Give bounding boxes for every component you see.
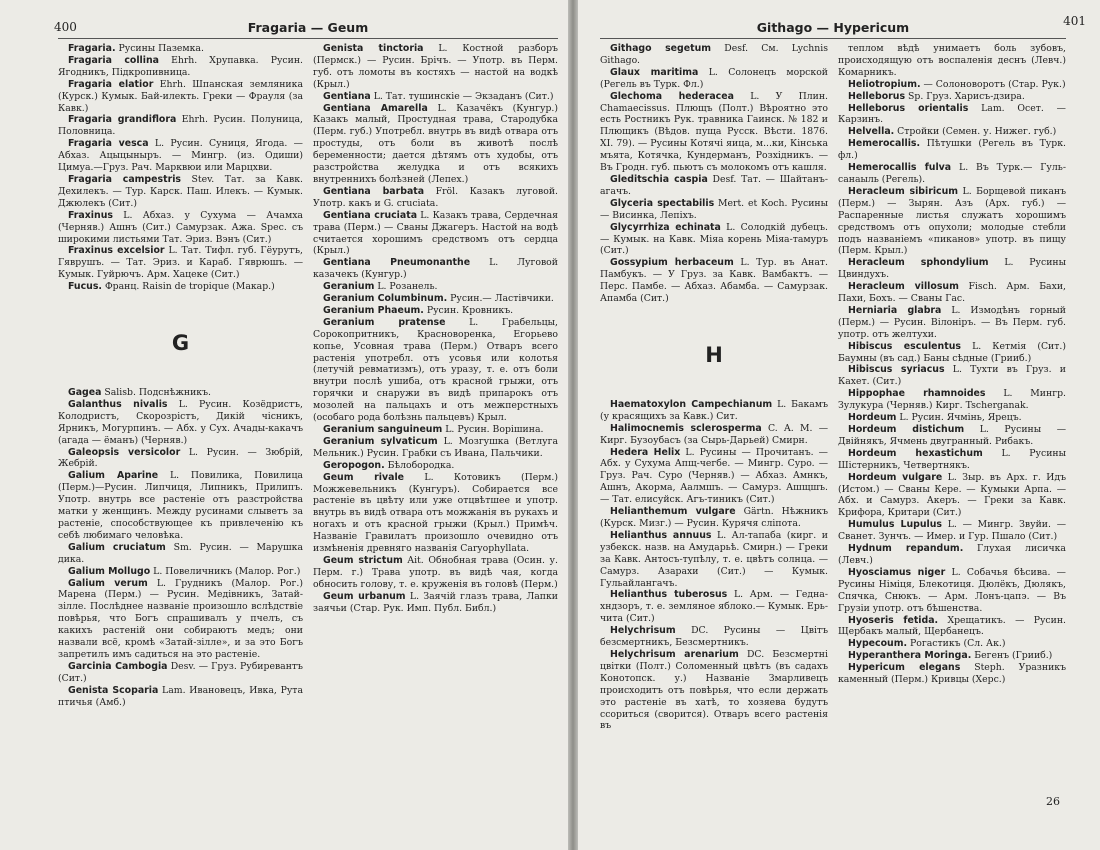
entry-list: [600, 43, 828, 305]
entry-headword: Gentiana Amarella: [323, 102, 428, 114]
entry-headword: Fragaria elatior: [68, 78, 154, 90]
entry-headword: Glechoma hederacea: [610, 90, 734, 102]
dictionary-entry: [600, 589, 828, 625]
entry-headword: Geum strictum: [323, 554, 403, 566]
entry-headword: Geranium: [323, 281, 375, 293]
entry-text: L. Повеличникъ (Малор. Рог.): [153, 565, 301, 577]
entry-text: Бегенъ (Грииб.): [974, 650, 1053, 662]
dictionary-entry: [838, 615, 1066, 639]
dictionary-entry: [838, 388, 1066, 412]
dictionary-entry: [313, 460, 558, 472]
section-letter: H: [705, 342, 723, 367]
entry-text: Пѣтушки (Регель въ Турк. фл.): [838, 138, 1066, 162]
column-2: [313, 43, 558, 709]
entry-text: Франц. Raisin de tropique (Макар.): [104, 281, 275, 293]
dictionary-entry: [58, 661, 303, 685]
dictionary-entry: [838, 79, 1066, 91]
dictionary-entry: [838, 43, 1066, 79]
dictionary-entry: [58, 399, 303, 447]
entry-text: Salisb. Подснѣжникъ.: [104, 387, 211, 399]
entry-headword: Hemerocallis.: [848, 138, 921, 150]
entry-text: L. Кетмія (Сит.) Баумны (въ сад.) Баны сѣдные (Грииб.): [838, 340, 1066, 364]
entry-text: L. Повилика, Повилица (Перм.)—Русин. Липчиця, Липникъ, Прилипъ. Употр. внутрь все растеніе отъ разстройства матки у женщинъ. Между русинами слыветъ за растеніе, способствующее къ привлеченію къ себѣ любимаго человѣка.: [58, 470, 303, 541]
column-1: [58, 43, 303, 709]
dictionary-entry: [838, 519, 1066, 543]
dictionary-entry: [313, 91, 558, 103]
entry-headword: Galium verum: [68, 577, 148, 589]
entry-text: L. Ал-тапаба (кирг. и узбекск. назв. на Амударьѣ. Смирн.) — Греки за Кавк. Антосъ-тупѣлу, т. е. цвѣтъ солнца. — Самурз. Азарахи (Сит.) — Кумык. Гульайлангачъ.: [600, 529, 828, 589]
dictionary-entry: [838, 662, 1066, 686]
entry-text: Русины Паземка.: [118, 43, 204, 54]
entry-text: — Солоноворотъ (Стар. Рук.): [923, 78, 1066, 90]
dictionary-entry: [58, 43, 303, 55]
entry-headword: Helvella.: [848, 126, 895, 138]
entry-text: Desf. Тат. — Шайтанъ-агачъ.: [600, 173, 828, 197]
dictionary-entry: [313, 257, 558, 281]
dictionary-entry: [838, 424, 1066, 448]
entry-headword: Hordeum vulgare: [848, 471, 943, 483]
dictionary-entry: [838, 138, 1066, 162]
entry-headword: Humulus Lupulus: [848, 519, 942, 531]
entry-headword: Helianthemum vulgare: [610, 506, 736, 518]
columns: [600, 43, 1066, 732]
dictionary-entry: [600, 530, 828, 590]
entry-text: L. Русин. Ячмінь, Ярецъ.: [899, 412, 1022, 424]
entry-text: L. Тур. въ Анат. Памбукъ. — У Груз. за Кавк. Вамбактъ. — Перс. Памбе. — Абхаз. Абамба. — Самурзак. Апамба (Сит.): [600, 257, 828, 305]
entry-headword: Fragaria collina: [68, 54, 159, 66]
dictionary-entry: [313, 591, 558, 615]
entry-text: Steph. Уразникъ каменный (Перм.) Кривцы (Херс.): [838, 662, 1066, 686]
entry-text: L. Русин. Суниця, Ягода. — Абхаз. Ацыцыныръ. — Мингр. (из. Одиши) Цимуа.—Груз. Рач. Марквюи или Марцхви.: [58, 138, 303, 174]
entry-list: [838, 43, 1066, 686]
dictionary-entry: [58, 470, 303, 541]
dictionary-entry: [58, 447, 303, 471]
entry-headword: Galium cruciatum: [68, 541, 166, 553]
entry-headword: Heracleum sibiricum: [848, 185, 959, 197]
entry-text: L. Русины — Прочитанъ. — Абх. у Сухума Апщ-чегбе. — Мингр. Сурo. — Груз. Рач. Суро (Черняв.) — Абхаз. Амнкъ, Ашнъ, Акорма, Аалмшъ. — Самурз. Ашщшъ. — Тат. елисуйск. Агъ-тиникъ (Сит.): [600, 446, 828, 506]
entry-text: L. Заячій глазъ трава, Лапки заячьи (Стар. Рук. Имп. Публ. Библ.): [313, 590, 558, 614]
dictionary-entry: [838, 103, 1066, 127]
dictionary-entry: [58, 210, 303, 246]
entry-headword: Helianthus tuberosus: [610, 589, 728, 601]
entry-text: L. У Плин. Chamaecissus. Плющъ (Полт.) Вѣроятно это есть Ростникъ Рук. травника Гаинск. № 182 и Плющикъ (Вѣдов. пуща Русск. Вѣсти. 1876. XI. 79). — Русины Котячі яица, м...ки, Кінська мъята, Котячка, Кундерманъ, Розхідникъ. — Въ Гродн. губ. пьютъ съ молокомъ отъ кашля.: [600, 90, 828, 174]
entry-text: Бѣлобородка.: [387, 459, 455, 471]
entry-headword: Geranium sylvaticum: [323, 435, 438, 447]
dictionary-entry: [600, 649, 828, 732]
entry-headword: Galanthus nivalis: [68, 398, 168, 410]
entry-headword: Hyoseris fetida.: [848, 614, 939, 626]
dictionary-entry: [58, 387, 303, 399]
entry-headword: Githago segetum: [610, 43, 712, 54]
entry-text: L. Тухти въ Груз. и Кахет. (Сит.): [838, 364, 1066, 388]
dictionary-entry: [838, 543, 1066, 567]
dictionary-entry: [313, 305, 558, 317]
entry-text: Fröl. Казакъ луговой. Употр. какъ и G. cruciata.: [313, 185, 558, 209]
entry-text: L. Арм. — Гедна-хндзоръ, т. е. земляное яблоко.— Кумык. Ерь-чита (Сит.): [600, 589, 828, 625]
entry-text: L. Въ Турк.— Гуль-санаыль (Регель).: [838, 162, 1066, 185]
dictionary-entry: [58, 114, 303, 138]
entry-headword: Hedera Helix: [610, 446, 681, 458]
dictionary-entry: [600, 67, 828, 91]
entry-text: Mert. et Koch. Русины — Висинка, Лепіхъ.: [600, 197, 828, 221]
entry-text: L. Бакамъ (у красящихъ за Кавк.) Сит.: [600, 398, 828, 422]
dictionary-entry: [838, 162, 1066, 186]
dictionary-entry: [600, 506, 828, 530]
entry-list: [58, 387, 303, 708]
entry-text: L. Казачёкъ (Кунгур.) Казакъ малый, Простудная трава, Стародубка (Перм. губ.) Употребл. внутрь въ видѣ отвара отъ простуды, отъ боли въ животѣ послѣ беременности; дается дѣтямъ отъ худобы, отъ разстройства желудка и отъ всякихъ внутреннихъ болѣзней (Лепех.): [313, 102, 558, 185]
entry-text: Desv. — Груз. Рубиревантъ (Сит.): [58, 660, 303, 684]
dictionary-entry: [838, 91, 1066, 103]
entry-text: L. Собачья бѣсива. — Русины Німіця, Блекотиця. Дюлёкъ, Дюлякъ, Спячка, Снюкъ. — Арм. Лонъ-цапэ. — Въ Грузіи употр. отъ бѣшенства.: [838, 566, 1066, 614]
entry-headword: Genista Scoparia: [68, 684, 159, 696]
entry-list: [600, 399, 828, 732]
dictionary-entry: [58, 79, 303, 115]
entry-text: Ehrh. Хрупавка. Русин. Ягодникъ, Підкропивница.: [58, 54, 303, 78]
entry-headword: Garcinia Cambogia: [68, 660, 168, 672]
entry-headword: Fragaria campestris: [68, 173, 181, 185]
entry-text: Стройки (Семен. у. Нижег. губ.): [897, 126, 1057, 138]
dictionary-entry: [58, 281, 303, 293]
entry-headword: Hibiscus syriacus: [848, 364, 945, 376]
entry-text: Gärtn. Нѣжникъ (Курск. Мизг.) — Русин. Курячя сліпота.: [600, 506, 828, 529]
dictionary-entry: [313, 293, 558, 305]
entry-text: L. Русин. — Зюбрій, Жебрій.: [58, 446, 303, 470]
entry-headword: Hippophae rhamnoides: [848, 388, 986, 400]
entry-text: Русин.— Ластівчики.: [450, 293, 554, 305]
entry-headword: Geropogon.: [323, 459, 385, 471]
entry-headword: Glaux maritima: [610, 66, 699, 78]
entry-headword: Hydnum repandum.: [848, 543, 964, 555]
entry-headword: Helleborus orientalis: [848, 102, 969, 114]
dictionary-entry: [600, 423, 828, 447]
entry-headword: Hordeum hexastichum: [848, 447, 983, 459]
entry-headword: Heracleum villosum: [848, 281, 959, 293]
signature-number: 26: [1046, 795, 1060, 808]
dictionary-entry: [600, 43, 828, 67]
entry-text: L. Русины — Двійнякъ, Ячмень двугранный. Рибакъ.: [838, 424, 1066, 447]
entry-text: L. Русины Цвиндухъ.: [838, 257, 1067, 281]
dictionary-entry: [838, 638, 1066, 650]
entry-headword: Gentiana: [323, 90, 371, 102]
entry-text: DC. Безсмертні цвітки (Полт.) Соломенный цвѣтъ (въ садахъ Конотопск. у.) Названіе Змарливецъ происходитъ отъ повѣрья, что если держать это растеніе въ хатѣ, то хозяева будутъ ссориться (сворится). Отваръ всего растенія въ: [600, 648, 828, 732]
dictionary-entry: [600, 91, 828, 174]
entry-text: L. Русины Шістерникъ, Четвертнякъ.: [838, 447, 1066, 471]
entry-text: L. Розанель.: [377, 281, 438, 293]
dictionary-entry: [600, 198, 828, 222]
dictionary-entry: [600, 222, 828, 258]
entry-text: L. Солодкій дубецъ. — Кумык. на Кавк. Міяа корень Міяа-тамуръ (Сит.): [600, 221, 828, 257]
running-head: [600, 14, 1086, 39]
entry-text: L. — Мингр. Звуйи. — Сванет. Зунчъ. — Имер. и Гур. Пшало (Сит.): [838, 519, 1066, 543]
entry-text: Глухая лисичка (Левч.): [838, 543, 1066, 566]
entry-text: C. A. M. — Кирг. Бузоубасъ (за Сырь-Дарьей) Смирн.: [600, 422, 828, 446]
dictionary-entry: [313, 424, 558, 436]
entry-headword: Galium Aparine: [68, 470, 159, 482]
dictionary-entry: [58, 685, 303, 709]
entry-headword: Heracleum sphondylium: [848, 257, 989, 269]
column-2: [838, 43, 1066, 732]
entry-headword: Helychrisum arenarium: [610, 648, 739, 660]
dictionary-entry: [313, 436, 558, 460]
entry-text: Ehrh. Шпанская земляника (Курск.) Кумык. Бай-илекть. Греки — Фрауля (за Кавк.): [58, 78, 303, 114]
page-number: 401: [1063, 14, 1086, 28]
column-1: [600, 43, 828, 732]
page-number: 400: [54, 20, 77, 34]
running-head-title: Fragaria — Geum: [247, 20, 369, 35]
entry-headword: Genista tinctoria: [323, 43, 424, 54]
entry-text: Desf. См. Lychnis Githago.: [600, 43, 828, 66]
entry-headword: Helianthus annuus: [610, 529, 712, 541]
entry-text: L. Тат. Тифл. губ. Гёурутъ, Гяврушъ. — Тат. Эриз. и Караб. Гяврюшъ. — Кумык. Гуйрючъ. Арм. Хацеке (Сит.): [58, 245, 303, 281]
entry-headword: Hemerocallis fulva: [848, 162, 952, 174]
entry-text: L. Грудникъ (Малор. Рог.) Марена (Перм.) — Русин. Медівникъ, Затай-зілле. Послѣднее названіе произошло вслѣдствіе повѣрья, что Богъ спрашивалъ у пчелъ, съ какихъ растеній они собираютъ медъ; они назвали всё, кромѣ «Затай-зілле», и за это Богъ запретилъ имъ садиться на это растеніе.: [58, 577, 303, 660]
dictionary-entry: [838, 281, 1066, 305]
entry-text: Lam. Осет. — Карзинъ.: [838, 102, 1066, 126]
dictionary-entry: [313, 555, 558, 591]
entry-headword: Gentiana barbata: [323, 185, 425, 197]
dictionary-entry: [313, 186, 558, 210]
entry-headword: Gentiana cruciata: [323, 209, 418, 221]
entry-text: L. Грабельцы, Сорокопритникъ, Красноворенка, Егорьево копье, Усовная трава (Перм.) Отваръ всего растенія употребл. отъ усовья или колотья (летучій ревматизмъ), отъ уразу, т. е. отъ боли внутри послѣ ушиба, отъ красной грыжи, отъ горячки и снаружи въ видѣ припарокъ отъ мозолей на пальцахъ и отъ межперстныхъ (особаго рода болѣзнь пальцевъ) Крыл.: [313, 316, 558, 424]
entry-text: Хрещатикъ. — Русин. Щербакъ малый, Щербанецъ.: [838, 614, 1066, 638]
entry-text: DC. Русины — Цвітъ безсмертникъ, Безсмертникъ.: [600, 625, 828, 649]
entry-list: [58, 43, 303, 293]
entry-text: L. Казакъ трава, Сердечная трава (Перм.) — Сваны Джагеръ. Настой на водѣ считается хорошимъ средствомъ отъ сердца (Крыл.): [313, 209, 558, 257]
entry-headword: Hordeum distichum: [848, 424, 965, 435]
running-head-title: Githago — Hypericum: [756, 20, 910, 35]
entry-headword: Hypecoum.: [848, 638, 908, 650]
entry-text: Sm. Русин. — Марушка дика.: [58, 541, 303, 565]
entry-headword: Fragaria grandiflora: [68, 114, 177, 126]
dictionary-entry: [600, 447, 828, 507]
entry-headword: Fraxinus: [68, 209, 113, 221]
dictionary-entry: [58, 174, 303, 210]
running-head: [54, 18, 558, 39]
entry-headword: Heliotropium.: [848, 78, 921, 90]
dictionary-entry: [58, 566, 303, 578]
entry-text: Lam. Ивановецъ, Ивка, Рута птичья (Амб.): [58, 684, 303, 708]
entry-text: теплом вѣдѣ унимаетъ боль зубовъ, происходящую отъ воспаленія деснъ (Левч.) Комарникъ.: [838, 43, 1066, 78]
entry-headword: Herniaria glabra: [848, 304, 942, 316]
entry-headword: Fucus.: [68, 281, 102, 293]
dictionary-entry: [58, 542, 303, 566]
dictionary-entry: [838, 305, 1066, 341]
entry-text: Ehrh. Русин. Полуница, Половница.: [58, 114, 303, 138]
dictionary-entry: [313, 43, 558, 91]
entry-headword: Glycyrrhiza echinata: [610, 221, 721, 233]
entry-headword: Geum urbanum: [323, 590, 406, 602]
entry-headword: Geranium Phaeum.: [323, 304, 424, 316]
dictionary-entry: [58, 578, 303, 661]
entry-headword: Gossypium herbaceum: [610, 257, 734, 269]
entry-text: L. Солонецъ морской (Регель въ Турк. Фл.): [600, 66, 828, 90]
dictionary-entry: [58, 55, 303, 79]
entry-text: L. Измодѣнъ горный (Перм.) — Русин. Вілоніръ. — Въ Перм. губ. употр. отъ желтухи.: [838, 304, 1066, 340]
dictionary-entry: [313, 472, 558, 555]
entry-headword: Hibiscus esculentus: [848, 340, 961, 352]
entry-text: L. Тат. тушинскіе — Экзаданъ (Сит.): [373, 90, 554, 102]
entry-headword: Hordeum: [848, 412, 897, 424]
entry-text: L. Мингр. Зулукура (Черняв.) Кирг. Tscherganak.: [838, 388, 1066, 412]
dictionary-entry: [313, 317, 558, 424]
entry-headword: Hyperanthera Moringa.: [848, 650, 972, 662]
entry-headword: Galeopsis versicolor: [68, 446, 181, 458]
entry-text: L. Зыр. въ Арх. г. Идъ (Истом.) — Сваны Кере. — Кумыки Арпа. — Абх. и Самурз. Акеръ. — Греки за Кавк. Крифора, Критари (Сит.): [838, 471, 1066, 519]
entry-text: Русин. Кровникъ.: [426, 304, 514, 316]
columns: [58, 43, 558, 709]
dictionary-entry: [838, 257, 1066, 281]
entry-headword: Fragaria.: [68, 43, 116, 54]
entry-headword: Haematoxylon Campechianum: [610, 398, 773, 410]
entry-headword: Helleborus: [848, 90, 906, 102]
entry-text: L. Луговой казачекъ (Кунгур.): [313, 257, 558, 281]
entry-headword: Geranium sanguineum: [323, 424, 443, 435]
entry-headword: Gleditschia caspia: [610, 173, 708, 185]
entry-text: Stev. Тат. за Кавк. Дехилекъ. — Тур. Карск. Паш. Илекъ. — Кумык. Джюлекъ (Сит.): [58, 173, 303, 209]
dictionary-entry: [838, 126, 1066, 138]
entry-text: L. Русин. Ворішина.: [445, 424, 544, 435]
dictionary-entry: [313, 281, 558, 293]
entry-text: Ait. Обнобная трава (Осин. у. Перм. г.) Трава употр. въ видѣ чая, когда обносить голову, т. е. круженія въ головѣ (Перм.): [313, 554, 558, 590]
entry-headword: Helychrisum: [610, 625, 676, 637]
entry-headword: Gentiana Pneumonanthe: [323, 257, 471, 269]
entry-text: L. Костной разборъ (Пермск.) — Русин. Брічъ. — Употр. въ Перм. губ. отъ ломоты въ костяхъ — настой на водкѣ (Крыл.): [313, 43, 558, 90]
entry-text: L. Русин. Козёдристъ, Колодристъ, Скорозрістъ, Дикій чісникъ, Ярникъ, Могурпинъ. — Абх. у Сух. Ачады-какачъ (агада — ёманъ) (Черняв.): [58, 398, 303, 446]
entry-text: Sp. Груз. Харисъ-дзира.: [908, 90, 1025, 102]
section-letter: G: [171, 331, 190, 356]
dictionary-entry: [600, 625, 828, 649]
entry-headword: Fragaria vesca: [68, 138, 149, 150]
entry-headword: Glyceria spectabilis: [610, 197, 715, 209]
dictionary-entry: [313, 103, 558, 186]
entry-headword: Galium Mollugo: [68, 565, 151, 577]
dictionary-entry: [838, 650, 1066, 662]
dictionary-entry: [838, 567, 1066, 615]
entry-headword: Geranium Columbinum.: [323, 293, 448, 305]
entry-headword: Gagea: [68, 387, 102, 399]
dictionary-entry: [838, 412, 1066, 424]
book-gutter: [568, 0, 578, 850]
dictionary-entry: [838, 472, 1066, 520]
entry-headword: Geranium pratense: [323, 316, 446, 328]
dictionary-entry: [838, 341, 1066, 365]
entry-text: L. Абхаз. у Сухума — Ачамха (Черняв.) Ашнъ (Сит.) Самурзак. Ажа. Spec. съ широкими листьями Тат. Эриз. Вэнъ (Сит.): [58, 209, 303, 245]
dictionary-entry: [838, 364, 1066, 388]
entry-text: L. Борщевой пиканъ (Перм.) — Зырян. Азъ (Арх. губ.) — Распаренные листья служатъ хорошимъ средствомъ отъ опухоли; молодые стебли подъ названіемъ «пиканов» употр. въ пищу (Перм. Крыл.): [838, 185, 1066, 257]
entry-text: L. Котовикъ (Перм.) Можжевельникъ (Кунгуръ). Собирается все растеніе въ цвѣту или уже отцвѣтшее и употр. внутрь въ видѣ отвара отъ можжанія въ рукахъ и ногахъ и отъ красной грыжи (Крыл.) Примѣч. Названіе Гравилатъ произошло очевидно отъ измѣненія древняго названія Caryophyllata.: [313, 471, 558, 555]
right-page: [578, 0, 1100, 850]
entry-text: Рогастикъ (Сл. Ак.): [910, 638, 1006, 650]
entry-text: L. Мозгушка (Ветлуга Мельник.) Русин. Грабки съ Ивана, Пальчики.: [313, 435, 558, 459]
entry-headword: Halimocnemis sclerosperma: [610, 422, 762, 434]
dictionary-entry: [838, 186, 1066, 257]
dictionary-entry: [600, 399, 828, 423]
dictionary-entry: [838, 448, 1066, 472]
entry-headword: Hyosciamus niger: [848, 566, 946, 578]
entry-headword: Geum rivale: [323, 471, 405, 483]
entry-headword: Fraxinus excelsior: [68, 245, 165, 257]
dictionary-entry: [313, 210, 558, 258]
entry-headword: Hypericum elegans: [848, 662, 961, 674]
entry-list: [313, 43, 558, 615]
dictionary-entry: [58, 245, 303, 281]
dictionary-entry: [600, 257, 828, 305]
dictionary-entry: [58, 138, 303, 174]
dictionary-entry: [600, 174, 828, 198]
entry-text: Fisch. Арм. Бахи, Пахи, Бохъ. — Сваны Гас.: [838, 281, 1066, 305]
